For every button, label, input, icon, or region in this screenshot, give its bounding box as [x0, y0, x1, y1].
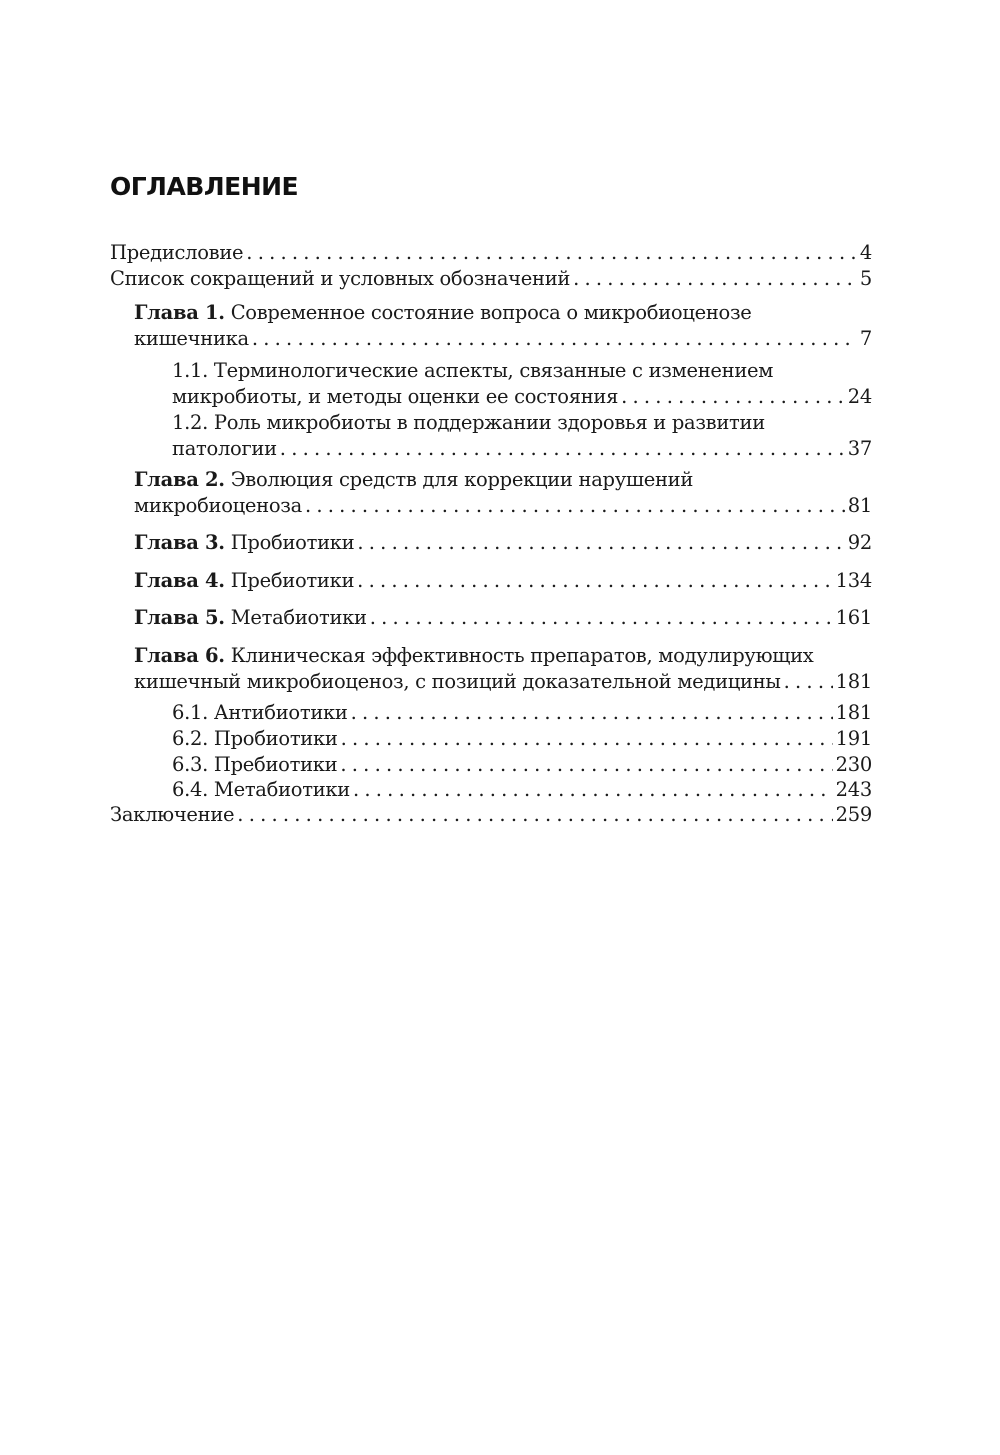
page-number: 181 — [835, 670, 872, 693]
toc-entry-section-6-2[interactable] — [172, 726, 872, 752]
toc-entry-abbreviations[interactable] — [110, 266, 872, 292]
toc-entry-title: Заключение — [110, 803, 235, 826]
toc-entry-title: 1.1. Терминологические аспекты, связанные с изменением — [172, 359, 774, 382]
page-number: 7 — [859, 327, 872, 350]
page-number: 5 — [859, 267, 872, 290]
page-number: 81 — [847, 494, 872, 517]
toc-entry-section-1-1[interactable] — [172, 358, 872, 410]
dot-leader — [340, 752, 832, 778]
dot-leader — [237, 802, 832, 828]
toc-entry-title: Предисловие — [110, 241, 244, 264]
chapter-label: Глава 4. — [134, 569, 225, 592]
toc-entry-title-continued: кишечный микробиоценоз, с позиций доказательной медицины — [134, 670, 781, 693]
toc-entry-section-6-3[interactable] — [172, 752, 872, 778]
dot-leader — [252, 326, 857, 352]
toc-entry-preface[interactable] — [110, 240, 872, 266]
dot-leader — [573, 266, 857, 292]
chapter-label: Глава 3. — [134, 531, 225, 554]
toc-entry-title: Пребиотики — [230, 569, 355, 592]
toc-entry-title-continued: микробиоты, и методы оценки ее состояния — [172, 385, 619, 408]
dot-leader — [341, 726, 833, 752]
page-number: 24 — [847, 385, 872, 408]
toc-entry-chapter-2[interactable] — [134, 467, 872, 519]
toc-entry-title: Список сокращений и условных обозначений — [110, 267, 571, 290]
chapter-label: Глава 6. — [134, 644, 225, 667]
toc-entry-title: 6.3. Пребиотики — [172, 753, 338, 776]
toc-entry-chapter-1[interactable] — [134, 300, 872, 352]
dot-leader — [784, 669, 833, 695]
toc-entry-title: Пробиотики — [230, 531, 355, 554]
toc-entry-title: 6.2. Пробиотики — [172, 727, 338, 750]
toc-entry-title: Метабиотики — [230, 606, 367, 629]
dot-leader — [305, 493, 845, 519]
page-number: 134 — [835, 569, 872, 592]
dot-leader — [357, 568, 833, 594]
chapter-label: Глава 2. — [134, 468, 225, 491]
chapter-label: Глава 5. — [134, 606, 225, 629]
page-number: 243 — [835, 778, 872, 801]
dot-leader — [370, 605, 833, 631]
toc-entry-chapter-6[interactable] — [134, 643, 872, 695]
page-number: 37 — [847, 437, 872, 460]
dot-leader — [246, 240, 857, 266]
chapter-label: Глава 1. — [134, 301, 225, 324]
toc-entry-title: 6.1. Антибиотики — [172, 701, 348, 724]
page-number: 4 — [859, 241, 872, 264]
toc-entry-title: 1.2. Роль микробиоты в поддержании здоровья и развитии — [172, 411, 765, 434]
toc-entry-chapter-3[interactable] — [134, 530, 872, 556]
toc-entry-title-continued: патологии — [172, 437, 277, 460]
dot-leader — [280, 436, 845, 462]
page-number: 92 — [847, 531, 872, 554]
dot-leader — [351, 700, 833, 726]
toc-entry-title: 6.4. Метабиотики — [172, 778, 350, 801]
page-number: 230 — [835, 753, 872, 776]
toc-entry-chapter-4[interactable] — [134, 568, 872, 594]
page-number: 181 — [835, 701, 872, 724]
dot-leader — [353, 777, 833, 803]
toc-entry-section-6-4[interactable] — [172, 777, 872, 803]
toc-entry-title: Современное состояние вопроса о микробиоценозе — [230, 301, 752, 324]
toc-entry-section-6-1[interactable] — [172, 700, 872, 726]
page-number: 259 — [835, 803, 872, 826]
page-title: ОГЛАВЛЕНИЕ — [110, 172, 299, 201]
toc-entry-section-1-2[interactable] — [172, 410, 872, 462]
toc-entry-title-continued: микробиоценоза — [134, 494, 302, 517]
toc-entry-chapter-5[interactable] — [134, 605, 872, 631]
page-number: 161 — [835, 606, 872, 629]
toc-entry-title: Клиническая эффективность препаратов, модулирующих — [230, 644, 814, 667]
toc-entry-conclusion[interactable] — [110, 802, 872, 828]
toc-entry-title-continued: кишечника — [134, 327, 249, 350]
toc-entry-title: Эволюция средств для коррекции нарушений — [230, 468, 694, 491]
page-number: 191 — [835, 727, 872, 750]
dot-leader — [621, 384, 845, 410]
dot-leader — [357, 530, 844, 556]
